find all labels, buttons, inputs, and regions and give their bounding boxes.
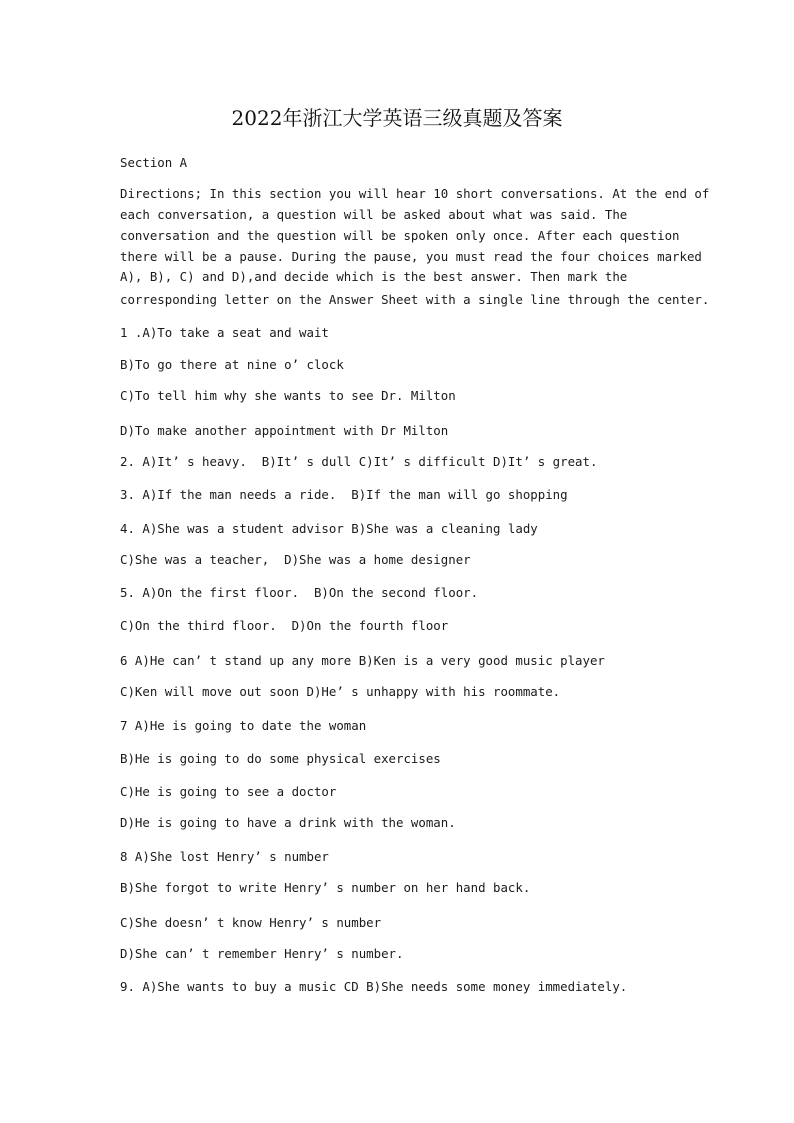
question-8-choice-d: D)She can’ t remember Henry’ s number. bbox=[120, 946, 404, 961]
question-7-choice-c: C)He is going to see a doctor bbox=[120, 784, 337, 799]
question-9-choices: 9. A)She wants to buy a music CD B)She needs some money immediately. bbox=[120, 979, 628, 994]
section-label: Section A bbox=[120, 155, 188, 170]
directions-line: each conversation, a question will be asked about what was said. The bbox=[120, 207, 628, 222]
question-2-choices: 2. A)It’ s heavy. B)It’ s dull C)It’ s difficult D)It’ s great. bbox=[120, 454, 598, 469]
question-6-choices-cd: C)Ken will move out soon D)He’ s unhappy with his roommate. bbox=[120, 684, 561, 699]
question-7-choice-d: D)He is going to have a drink with the woman. bbox=[120, 815, 456, 830]
directions-line: A), B), C) and D),and decide which is the best answer. Then mark the bbox=[120, 269, 628, 284]
question-1-choice-c: C)To tell him why she wants to see Dr. Milton bbox=[120, 388, 456, 403]
question-7-choice-b: B)He is going to do some physical exercises bbox=[120, 751, 441, 766]
document-title: 2022年浙江大学英语三级真题及答案 bbox=[231, 106, 563, 130]
question-1-choice-b: B)To go there at nine o’ clock bbox=[120, 357, 344, 372]
directions-line: Directions; In this section you will hear 10 short conversations. At the end of bbox=[120, 186, 710, 201]
directions-line: there will be a pause. During the pause, you must read the four choices marked bbox=[120, 249, 702, 264]
question-8-choice-a: 8 A)She lost Henry’ s number bbox=[120, 849, 329, 864]
question-1-choice-a: 1 .A)To take a seat and wait bbox=[120, 325, 329, 340]
question-8-choice-c: C)She doesn’ t know Henry’ s number bbox=[120, 915, 382, 930]
question-5-choices-cd: C)On the third floor. D)On the fourth floor bbox=[120, 618, 449, 633]
directions-line: corresponding letter on the Answer Sheet with a single line through the center. bbox=[120, 292, 710, 307]
question-4-choices-cd: C)She was a teacher, D)She was a home designer bbox=[120, 552, 471, 567]
question-6-choices-ab: 6 A)He can’ t stand up any more B)Ken is a very good music player bbox=[120, 653, 605, 668]
question-1-choice-d: D)To make another appointment with Dr Milton bbox=[120, 423, 449, 438]
question-7-choice-a: 7 A)He is going to date the woman bbox=[120, 718, 367, 733]
question-8-choice-b: B)She forgot to write Henry’ s number on her hand back. bbox=[120, 880, 531, 895]
directions-line: conversation and the question will be spoken only once. After each question bbox=[120, 228, 680, 243]
question-4-choices-ab: 4. A)She was a student advisor B)She was a cleaning lady bbox=[120, 521, 538, 536]
question-5-choices-ab: 5. A)On the first floor. B)On the second floor. bbox=[120, 585, 479, 600]
question-3-choices: 3. A)If the man needs a ride. B)If the man will go shopping bbox=[120, 487, 568, 502]
